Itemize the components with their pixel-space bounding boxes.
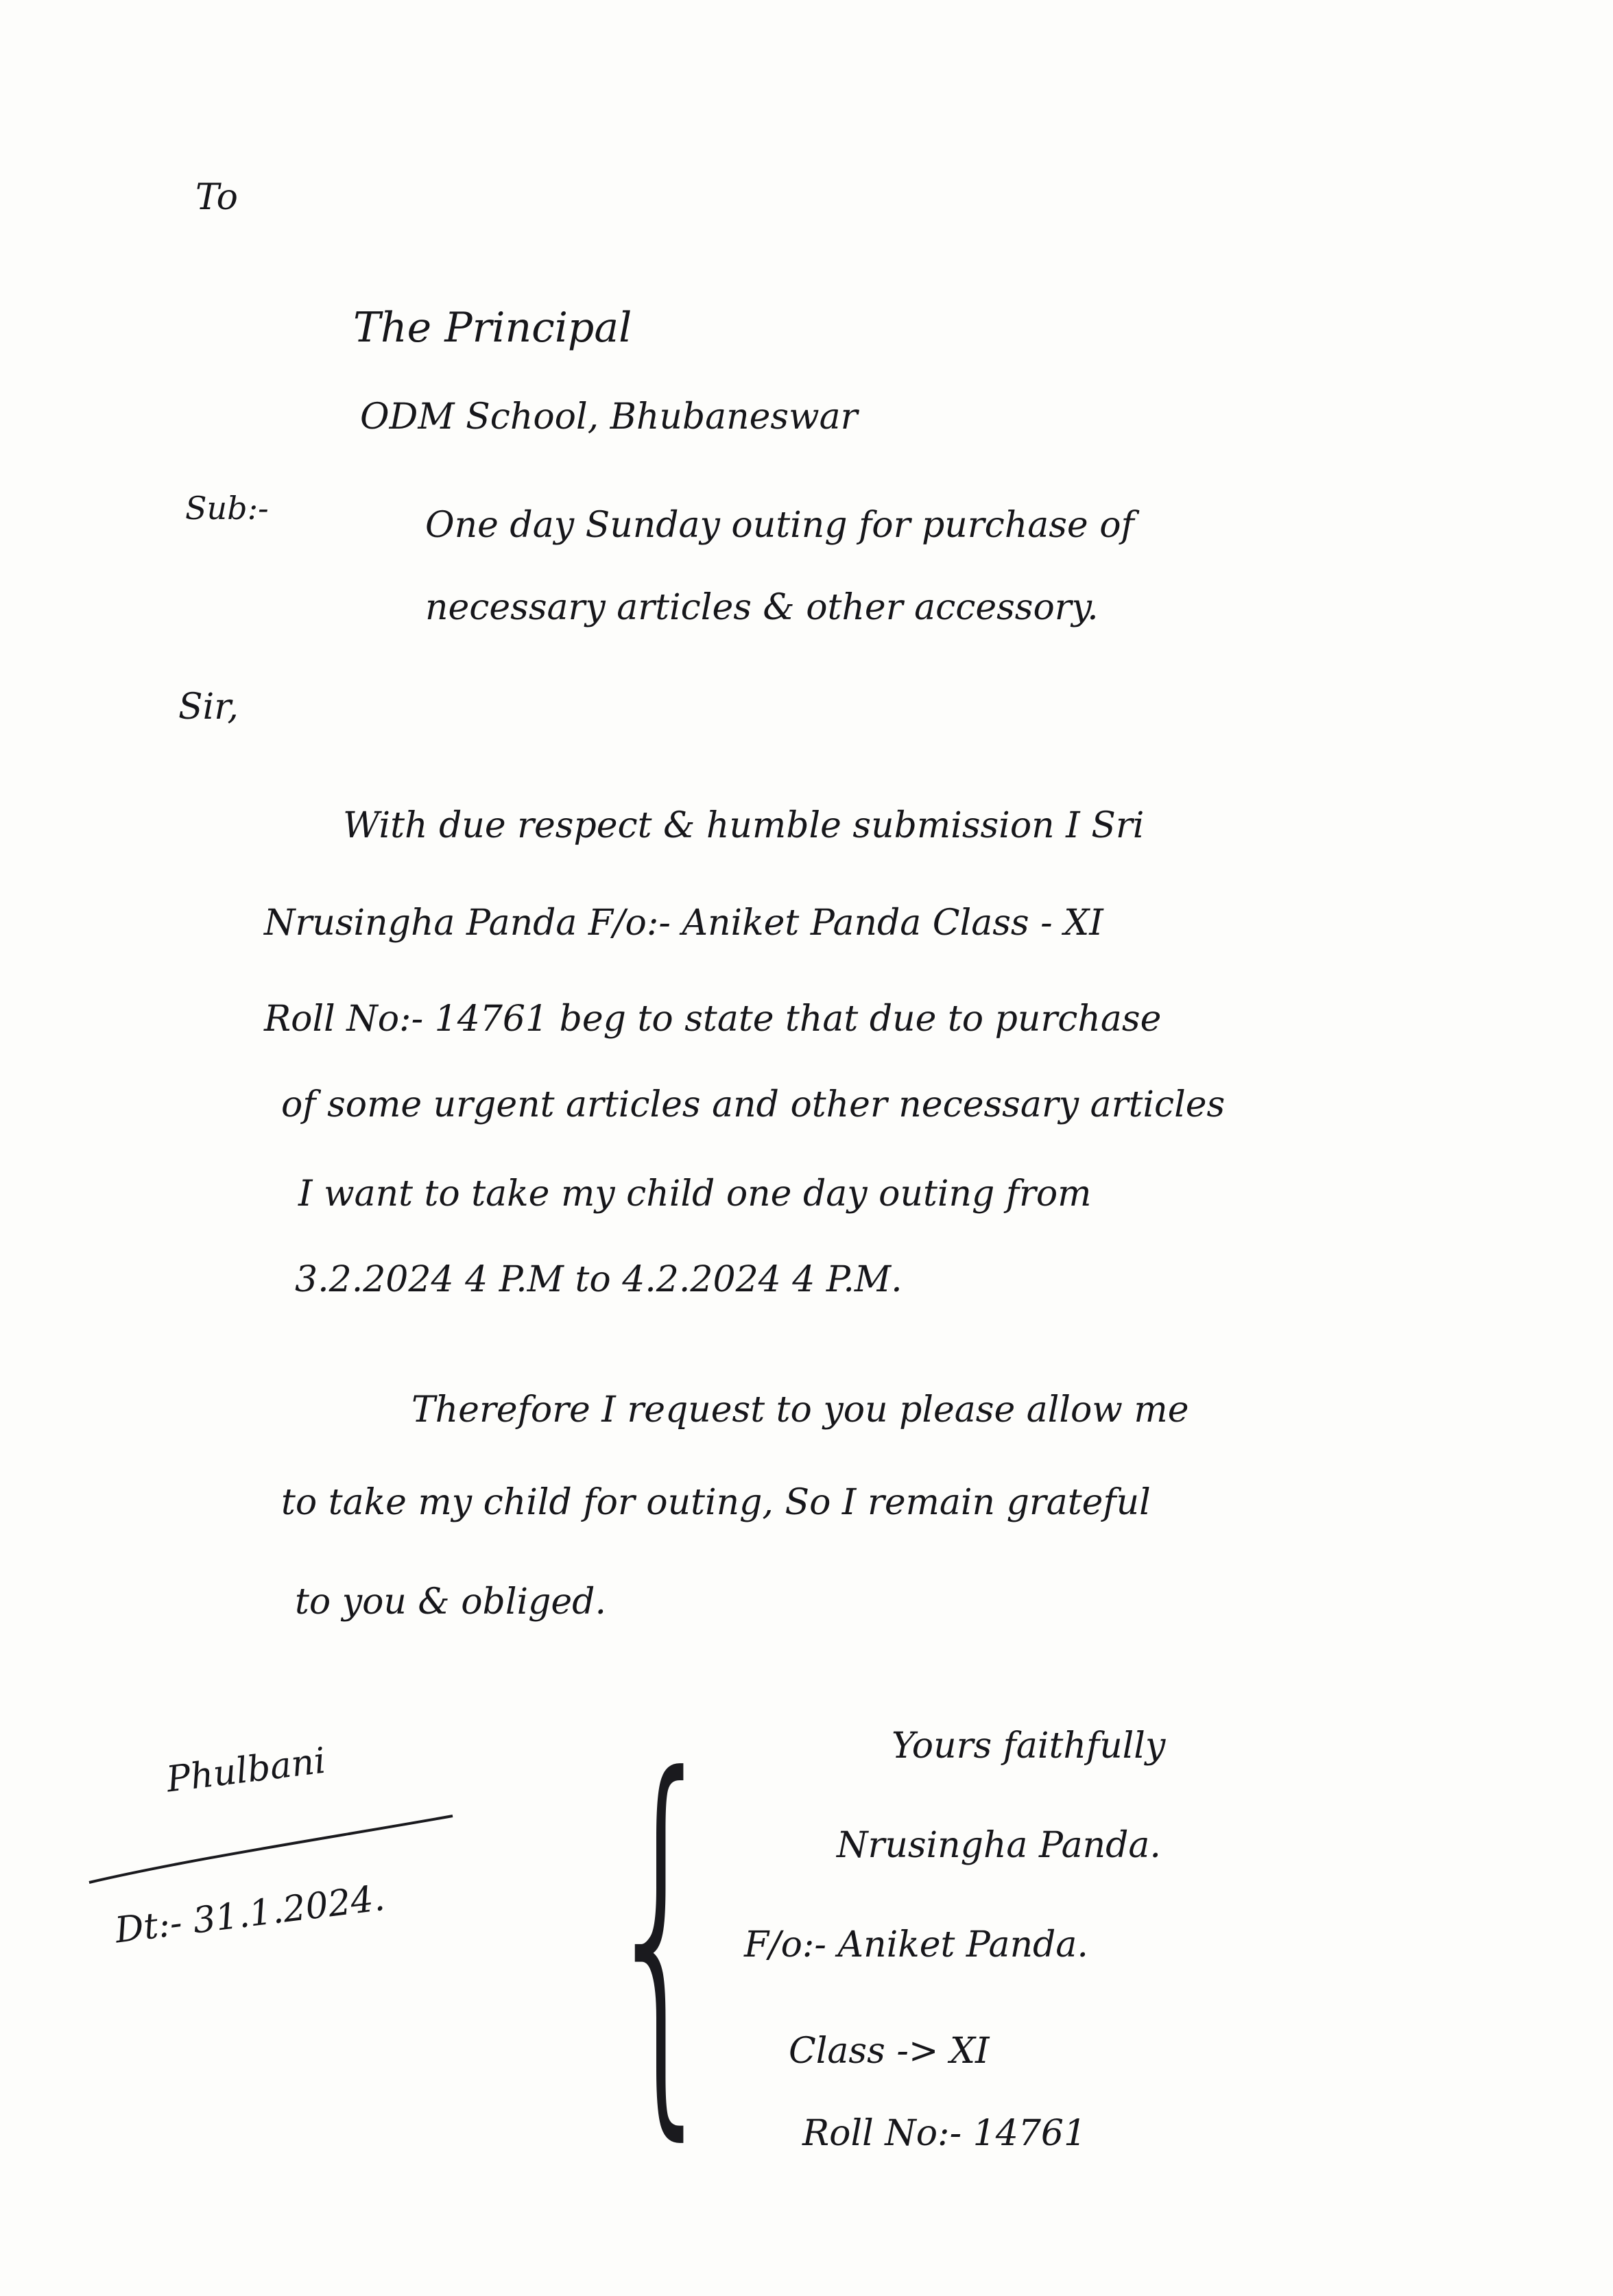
recipient-title: The Principal [353,304,632,352]
subject-label: Sub:- [185,490,269,527]
to-line: To [195,177,238,218]
signatory-class: Class -> XI [789,2031,990,2072]
body-line-4: of some urgent articles and other necessary articles [281,1084,1226,1125]
greeting: Sir, [178,686,239,728]
body-line-9: to you & obliged. [295,1581,606,1623]
body-line-5: I want to take my child one day outing from [298,1173,1092,1215]
body-line-7: Therefore I request to you please allow me [411,1389,1189,1431]
body-line-3: Roll No:- 14761 beg to state that due to purchase [264,998,1162,1040]
signatory-roll: Roll No:- 14761 [802,2113,1087,2154]
place: Phulbani [164,1740,328,1801]
body-line-2: Nrusingha Panda F/o:- Aniket Panda Class - XI [264,902,1103,944]
body-line-1: With due respect & humble submission I Sri [343,805,1145,846]
recipient-address: ODM School, Bhubaneswar [360,396,858,438]
place-underline [82,1810,466,1893]
date: Dt:- 31.1.2024. [112,1877,387,1952]
signatory-name: Nrusingha Panda. [837,1825,1161,1866]
signatory-father-of: F/o:- Aniket Panda. [744,1924,1088,1965]
subject-line-1: One day Sunday outing for purchase of [425,505,1134,546]
subject-line-2: necessary articles & other accessory. [425,587,1099,628]
body-line-6: 3.2.2024 4 P.M to 4.2.2024 4 P.M. [295,1259,903,1300]
body-line-8: to take my child for outing, So I remain grateful [281,1482,1151,1523]
brace-mark: { [604,1694,721,2173]
closing: Yours faithfully [892,1725,1166,1767]
